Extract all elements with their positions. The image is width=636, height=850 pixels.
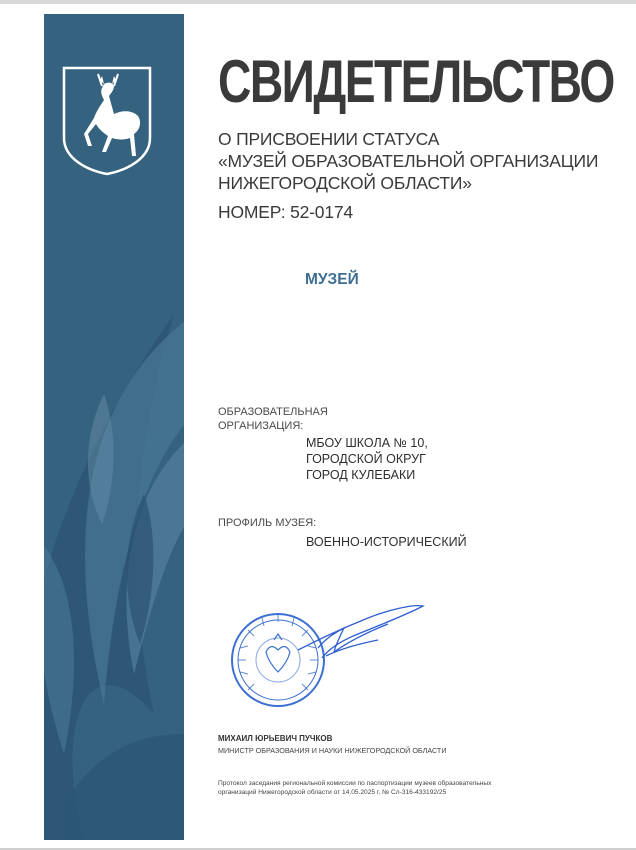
museum-name: МУЗЕЙ bbox=[305, 271, 359, 288]
official-seal-icon bbox=[218, 600, 448, 715]
organization-label-line-2: ОРГАНИЗАЦИЯ: bbox=[218, 420, 304, 432]
organization-label-line-1: ОБРАЗОВАТЕЛЬНАЯ bbox=[218, 406, 328, 418]
profile-label: ПРОФИЛЬ МУЗЕЯ: bbox=[218, 517, 317, 529]
subtitle-line-3: НИЖЕГОРОДСКОЙ ОБЛАСТИ» bbox=[218, 173, 472, 193]
subtitle-line-1: О ПРИСВОЕНИИ СТАТУСА bbox=[218, 129, 440, 149]
organization-value-line-1: МБОУ ШКОЛА № 10, bbox=[306, 436, 428, 450]
certificate-number: НОМЕР: 52-0174 bbox=[218, 202, 353, 222]
top-border bbox=[0, 0, 636, 4]
subtitle-line-2: «МУЗЕЙ ОБРАЗОВАТЕЛЬНОЙ ОРГАНИЗАЦИИ bbox=[218, 151, 599, 171]
signer-position: МИНИСТР ОБРАЗОВАНИЯ И НАУКИ НИЖЕГОРОДСКОЙ ОБЛАСТИ bbox=[218, 746, 447, 755]
protocol-line-2: организаций Нижегородской области от 14.05.2025 г. № Сл-316-433192/25 bbox=[218, 789, 447, 796]
signer-name: МИХАИЛ ЮРЬЕВИЧ ПУЧКОВ bbox=[218, 734, 333, 743]
organization-value-line-3: ГОРОД КУЛЕБАКИ bbox=[306, 468, 416, 482]
deer-coat-of-arms-icon bbox=[62, 66, 152, 176]
profile-value: ВОЕННО-ИСТОРИЧЕСКИЙ bbox=[306, 535, 467, 549]
certificate-title: СВИДЕТЕЛЬСТВО bbox=[218, 48, 614, 115]
protocol-line-1: Протокол заседания региональной комиссии по паспортизации музеев образовательных bbox=[218, 780, 492, 787]
organization-value-line-2: ГОРОДСКОЙ ОКРУГ bbox=[306, 452, 426, 466]
